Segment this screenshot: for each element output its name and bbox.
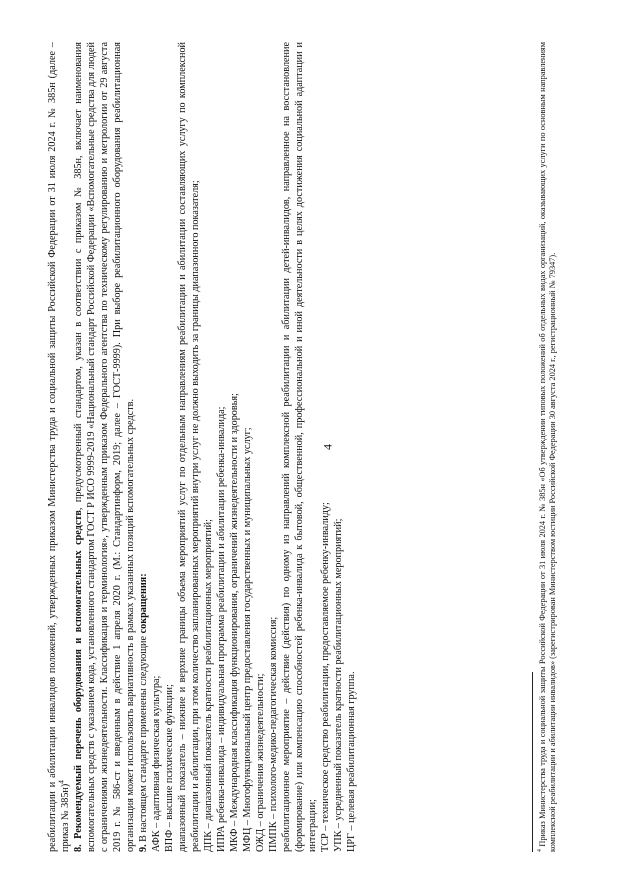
item-9-lead: В настоящем стандарте применены следующие bbox=[138, 635, 149, 842]
abbreviation-list bbox=[150, 42, 358, 852]
footnote-text: Приказ Министерства труда и социальной защиты Российской Федерации от 31 июля 2024 г. № 385н «Об утверждении типовых положений об отдельных видах организаций, оказывающих услуги по основным направлениям комплексной реабилитации и абилитации инвалидов» (зарегистрирован Министерством юстиции Российской Федерации 30 августа 2024 г., регистрационный № 79347). bbox=[538, 42, 558, 852]
item-8-text: , предусмотренный стандартом, указан в соответствии с приказом № 385н, включает наименования вспомогательных средств с указанием кода, установленного стандартом ГОСТ Р ИСО 9999-2019 «Национальный стандарт Российской Федерации «Вспомогательные средства для людей с ограничениями жизнедеятельности. Классификация и терминология», утвержденным приказом Федерального агентства по техническому регулированию и метрологии от 29 августа 2019 г. № 586-ст и введенным в действие 1 апреля 2020 г. (М.: Стандартинформ, 2019; далее – ГОСТ-9999). При выборе реабилитационного оборудования реабилитационная организация может использовать вариативность в рамках указанных позиций вспомогательных средств. bbox=[73, 42, 136, 852]
footnote-divider bbox=[532, 672, 533, 852]
paragraph-item-9 bbox=[137, 42, 150, 852]
item-9-number: 9. bbox=[138, 844, 149, 852]
abbreviation-item: ПМПК – психолого-медико-педагогическая комиссия; bbox=[268, 616, 279, 852]
item-8-title: Рекомендуемый перечень оборудования и вспомогательных средств bbox=[73, 510, 84, 839]
abbreviation-item: МКФ – Международная классификация функционирования, ограничений жизнедеятельности и здоровья; bbox=[229, 393, 240, 852]
item-9-colon: : bbox=[138, 573, 149, 577]
abbreviation-item: ДПК – диапазонный показатель кратности реабилитационных мероприятий; bbox=[203, 519, 214, 852]
footnote-marker: 4 bbox=[537, 849, 544, 852]
abbreviation-item: ОЖД – ограничения жизнедеятельности; bbox=[255, 673, 266, 852]
abbreviation-item: УПК – усредненный показатель кратности реабилитационных мероприятий; bbox=[333, 518, 344, 852]
item-9-bold: сокращения bbox=[138, 576, 149, 634]
abbreviation-item: ВПФ – высшие психические функции; bbox=[164, 684, 175, 852]
footnote-area bbox=[532, 42, 559, 852]
abbreviation-item: ИПРА ребенка-инвалида – индивидуальная программа реабилитации и абилитации ребенка-инвалида; bbox=[216, 406, 227, 852]
footnote-reference: 4 bbox=[57, 780, 66, 784]
abbreviation-item: МФЦ – Многофункциональный центр предоставления государственных и муниципальных услуг; bbox=[242, 427, 253, 852]
abbreviation-item: ЦРГ – целевая реабилитационная группа. bbox=[346, 671, 357, 852]
continuation-text: реабилитации и абилитации инвалидов положений, утвержденных приказом Министерства труда и социальной защиты Российской Федерации от 31 июля 2024 г. № 385н (далее – приказ № 385н) bbox=[47, 42, 71, 852]
abbreviation-item: АФК – адаптивная физическая культура; bbox=[151, 675, 162, 852]
item-8-number: 8. bbox=[73, 844, 84, 852]
paragraph-item-8 bbox=[72, 42, 137, 852]
page-number: 4 bbox=[320, 444, 335, 450]
document-body bbox=[46, 42, 358, 852]
abbreviation-item: реабилитационное мероприятие – действие (действия) по одному из направлений комплексной реабилитации и абилитации детей-инвалидов, направленное на восстановление (формирование) или компенсацию способностей ребенка-инвалида к бытовой, общественной, профессиональной и иной деятельности в целях достижения социальной адаптации и интеграции; bbox=[281, 42, 318, 852]
paragraph-continuation bbox=[46, 42, 72, 852]
footnote bbox=[538, 42, 559, 852]
abbreviation-item: ТСР – техническое средство реабилитации, предоставляемое ребенку-инвалиду; bbox=[320, 502, 331, 852]
abbreviation-item: диапазонный показатель – нижние и верхние границы объема мероприятий услуг по отдельным направлениям реабилитации и абилитации составляющих услугу по комплексной реабилитации и абилитации, при этом количество запланированных мероприятий внутри услуг не должно выходить за границы диапазонного показателя; bbox=[177, 42, 201, 852]
